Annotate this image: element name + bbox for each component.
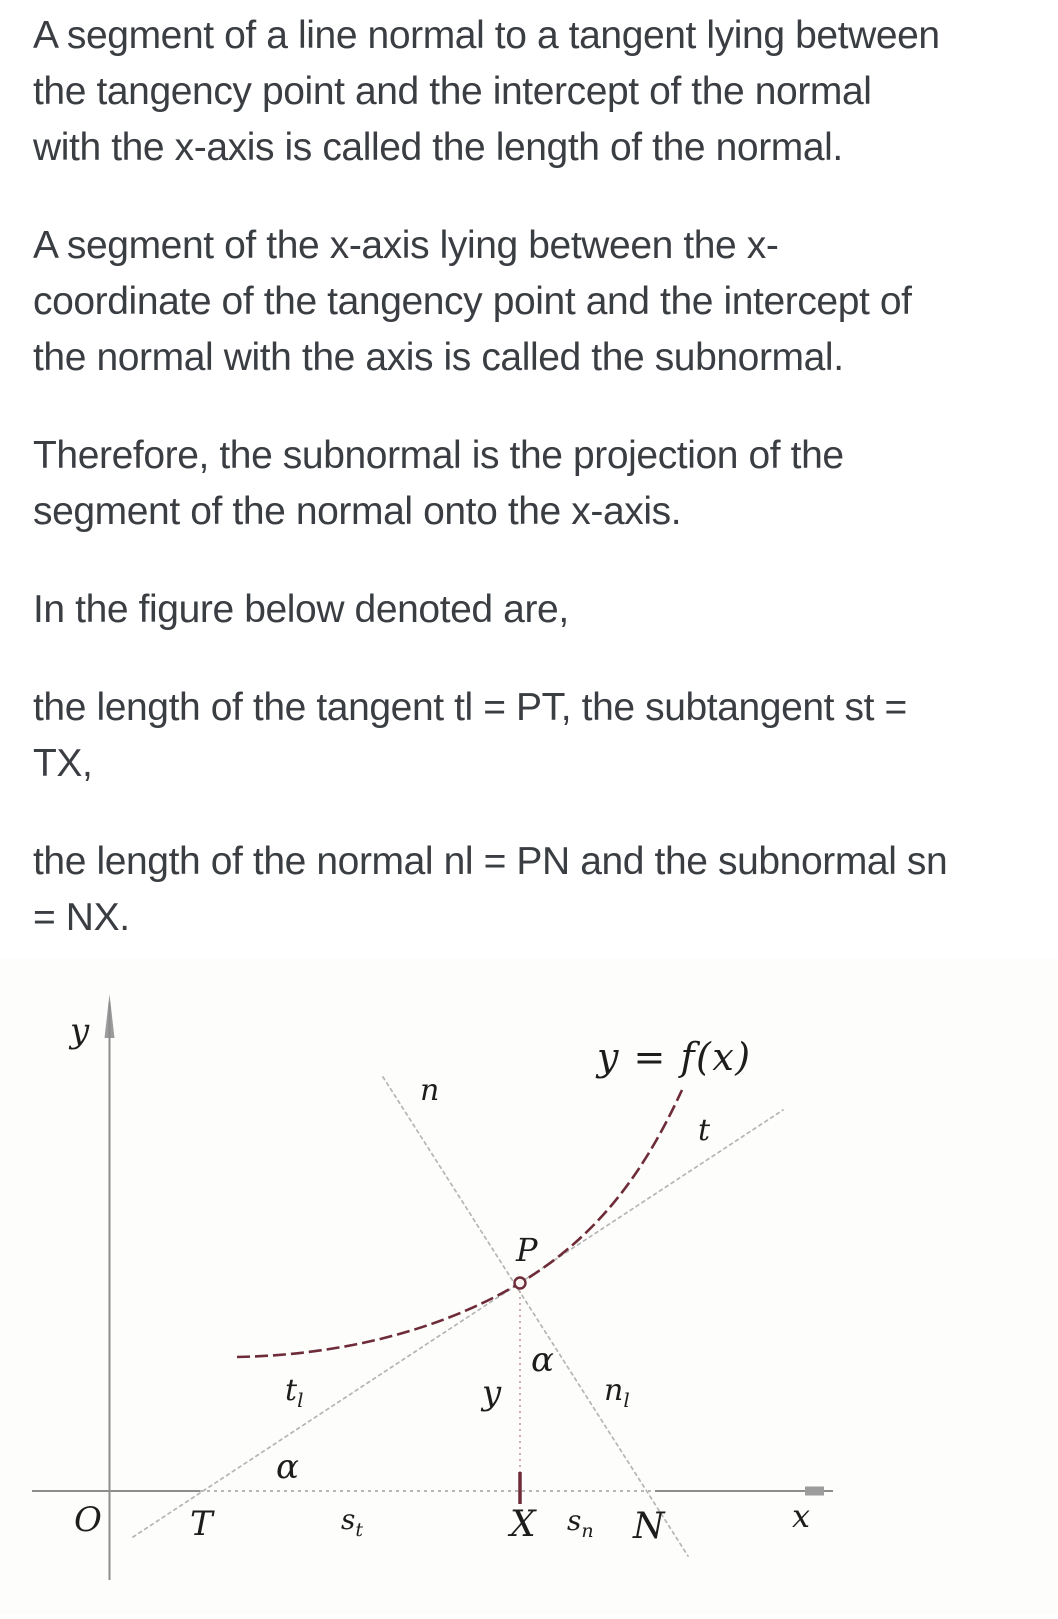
label-alpha-at-p: α [531, 1340, 554, 1380]
label-curve-equation: y = f(x) [597, 1035, 752, 1079]
tangent-line [133, 1110, 783, 1537]
paragraph-projection [33, 428, 1030, 540]
figure-svg [0, 958, 1058, 1614]
text-line: = NX. [33, 896, 130, 939]
label-normal-length-sub: l [623, 1388, 630, 1412]
paragraph-tangent-notation [33, 680, 1030, 792]
text-line: with the x-axis is called the length of the normal. [33, 126, 843, 169]
label-normal-line: n [420, 1073, 440, 1108]
label-subnormal-sub: n [581, 1520, 594, 1542]
label-tangent-line: t [698, 1113, 711, 1148]
paragraph-figure-intro [33, 582, 1030, 638]
label-subtangent-main: s [341, 1503, 356, 1536]
label-point-x: X [510, 1504, 536, 1545]
label-x-axis: x [792, 1497, 811, 1535]
label-tangent-length-main: t [285, 1373, 298, 1408]
label-subnormal [567, 1504, 594, 1542]
paragraph-subnormal-definition [33, 218, 1030, 386]
text-line: A segment of the x-axis lying between the x- [33, 224, 779, 267]
normal-line [383, 1077, 688, 1556]
label-alpha-at-t: α [276, 1447, 299, 1487]
label-y-axis: y [70, 1011, 90, 1051]
label-origin: O [74, 1500, 102, 1540]
text-line: the normal with the axis is called the subnormal. [33, 336, 844, 379]
label-point-t: T [190, 1504, 213, 1544]
text-line: A segment of a line normal to a tangent lying between [33, 14, 940, 57]
x-axis-arrowhead-icon [805, 1487, 824, 1496]
label-subnormal-main: s [567, 1504, 582, 1537]
text-line: Therefore, the subnormal is the projection of the [33, 434, 844, 477]
label-point-n: N [633, 1506, 665, 1547]
function-curve [237, 1090, 682, 1357]
text-line: the tangency point and the intercept of the normal [33, 70, 872, 113]
label-point-p: P [516, 1231, 538, 1269]
text-line: the length of the normal nl = PN and the subnormal sn [33, 840, 948, 883]
label-subtangent-sub: t [355, 1519, 364, 1541]
label-ordinate-y: y [482, 1373, 502, 1413]
text-line: coordinate of the tangency point and the intercept of [33, 280, 912, 323]
point-p-marker [515, 1278, 526, 1289]
label-normal-length-main: n [604, 1373, 624, 1408]
text-line: In the figure below denoted are, [33, 588, 569, 631]
text-line: the length of the tangent tl = PT, the subtangent st = [33, 686, 907, 729]
label-tangent-length [285, 1373, 303, 1412]
paragraph-length-of-normal [33, 8, 1030, 176]
label-tangent-length-sub: l [297, 1388, 304, 1412]
text-line: segment of the normal onto the x-axis. [33, 490, 682, 533]
label-normal-length [604, 1373, 630, 1412]
text-line: TX, [33, 742, 93, 785]
paragraph-normal-notation [33, 834, 1030, 946]
geometry-figure [0, 958, 1058, 1614]
label-subtangent [341, 1503, 363, 1541]
